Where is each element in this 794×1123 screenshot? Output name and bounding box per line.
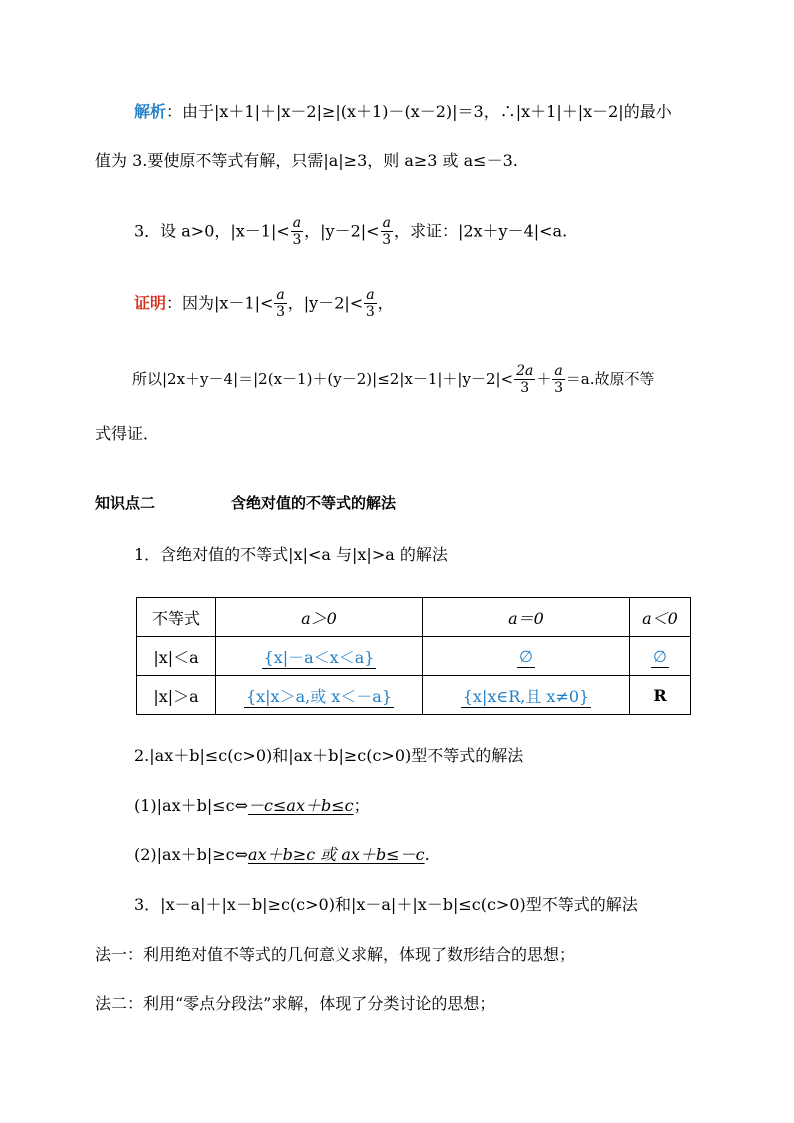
frac-denominator: 3 (292, 232, 302, 248)
abs-inequality-table (136, 597, 691, 715)
item-2-sub-2-pre: (2)|ax＋b|≥c⇔ (134, 845, 249, 864)
proof-line-2 (132, 364, 654, 396)
item-2-sub-2-post: . (424, 845, 430, 864)
proof-line-2-post: ＝a.故原不等 (565, 370, 655, 388)
analysis-line-2: 值为 3.要使原不等式有解，只需|a|≥3，则 a≥3 或 a≤－3. (95, 151, 518, 170)
problem-3-frac-1 (291, 216, 303, 248)
item-2-sub-1-pre: (1)|ax＋b|≤c⇔ (134, 796, 249, 815)
item-2-title: 2.|ax＋b|≤c(c>0)和|ax＋b|≥c(c>0)型不等式的解法 (134, 746, 524, 765)
frac-numerator: a (366, 287, 375, 303)
proof-post: ， (377, 293, 394, 313)
row-2-zero-cell (423, 676, 630, 715)
row-2-pos: {x|x＞a,或 x＜－a} (245, 686, 393, 706)
frac-denominator: 3 (276, 304, 286, 320)
item-2-sub-2 (134, 845, 430, 865)
frac-numerator: a (292, 215, 302, 231)
proof-frac-1 (274, 288, 286, 320)
problem-3-post: ，求证：|2x＋y－4|<a. (393, 221, 568, 241)
proof-label: 证明 (134, 293, 167, 313)
table-row (137, 637, 691, 676)
row-2-inequality: |x|＞a (137, 676, 216, 715)
analysis-line-1 (134, 102, 672, 122)
frac-denominator: 3 (554, 380, 564, 396)
item-2-sub-1-post: ； (353, 796, 370, 815)
header-a-positive: a＞0 (216, 598, 423, 637)
frac-denominator: 3 (382, 232, 392, 248)
proof-frac-2a (514, 364, 535, 396)
item-3-method-1: 法一：利用绝对值不等式的几何意义求解，体现了数形结合的思想； (95, 945, 576, 964)
table-header-row (137, 598, 691, 637)
header-a-negative: a＜0 (630, 598, 691, 637)
row-1-pos: {x|－a＜x＜a} (263, 647, 375, 667)
table-row (137, 676, 691, 715)
proof-line-1 (134, 288, 394, 320)
row-1-neg-cell (630, 637, 691, 676)
proof-line-2-pre: 所以|2x＋y－4|＝|2(x－1)＋(y－2)|≤2|x－1|＋|y－2|< (132, 370, 514, 388)
item-2-sub-1-answer: －c≤ax＋b≤c (248, 796, 354, 815)
frac-denominator: 3 (520, 380, 530, 396)
item-1: 1．含绝对值的不等式|x|<a 与|x|>a 的解法 (134, 545, 448, 564)
row-1-zero: ∅ (519, 646, 533, 666)
frac-numerator: 2a (516, 363, 534, 379)
row-1-pos-cell (216, 637, 423, 676)
proof-frac-a (552, 364, 564, 396)
item-2-sub-2-answer: ax＋b≥c 或 ax＋b≤－c (248, 845, 425, 864)
problem-3-mid: ，|y－2|< (304, 221, 380, 241)
row-1-neg: ∅ (653, 646, 667, 666)
item-3-title: 3．|x－a|＋|x－b|≥c(c>0)和|x－a|＋|x－b|≤c(c>0)型不等式的解法 (134, 895, 638, 914)
problem-3-pre: 3．设 a>0，|x－1|< (134, 221, 290, 241)
problem-3 (134, 216, 567, 248)
frac-numerator: a (554, 363, 563, 379)
proof-mid: ，|y－2|< (287, 293, 364, 313)
frac-numerator: a (276, 287, 285, 303)
section-heading (95, 493, 396, 513)
section-number: 知识点二 (95, 494, 156, 512)
header-a-zero: a＝0 (423, 598, 630, 637)
analysis-text-1: ：由于|x＋1|＋|x－2|≥|(x＋1)－(x－2)|＝3，∴|x＋1|＋|x－2|的最小 (166, 102, 672, 121)
row-1-zero-cell (423, 637, 630, 676)
proof-pre: ：因为|x－1|< (166, 293, 274, 313)
analysis-label: 解析 (134, 102, 167, 121)
proof-line-3: 式得证． (95, 424, 160, 443)
proof-frac-2 (364, 288, 376, 320)
header-inequality: 不等式 (137, 598, 216, 637)
frac-denominator: 3 (365, 304, 375, 320)
row-2-pos-cell (216, 676, 423, 715)
row-2-neg: R (630, 676, 691, 715)
frac-numerator: a (382, 215, 391, 231)
item-3-method-2: 法二：利用“零点分段法”求解，体现了分类讨论的思想； (95, 994, 496, 1013)
proof-plus: ＋ (536, 370, 552, 388)
item-2-sub-1 (134, 796, 370, 816)
problem-3-frac-2 (381, 216, 393, 248)
row-1-inequality: |x|＜a (137, 637, 216, 676)
section-title: 含绝对值的不等式的解法 (231, 494, 397, 512)
row-2-zero: {x|x∈R,且 x≠0} (462, 686, 590, 706)
